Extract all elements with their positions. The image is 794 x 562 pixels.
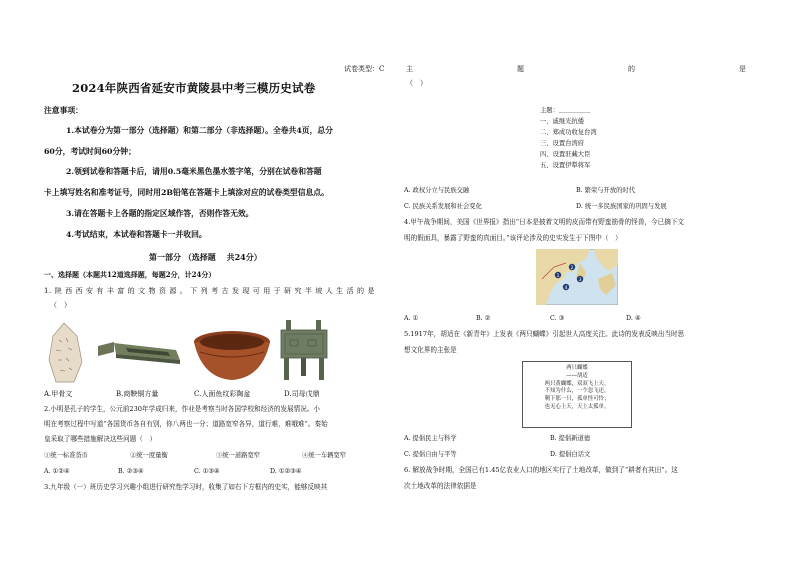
q2-option-d: D. ①②③④	[270, 468, 302, 475]
q2-choice: ③统一道路宽窄	[216, 452, 261, 459]
q3-stem-cont	[406, 64, 746, 74]
q4-stem: 4.甲午战争期间，美国《世界报》指出“日本是披着文明的皮而带有野蛮筋骨的怪兽，今已摘下文	[404, 218, 685, 226]
poem-line: 也无心上天，天上太孤单。	[544, 404, 610, 411]
q4-option-b: B. ②	[476, 315, 491, 322]
q5-option-a: A. 提倡民主与科学	[404, 435, 457, 442]
notice-line: 1.本试卷分为第一部分（选择题）和第二部分（非选择题）。全卷共4页，总分	[66, 126, 333, 135]
q2-stem: 皇采取了哪些措施解决这些问题（ ）	[44, 435, 157, 443]
map-marker-4: 4	[564, 285, 568, 291]
oracle-bone-image	[44, 322, 86, 384]
poem-title: 两只蝴蝶	[566, 365, 588, 371]
section-heading: 一、选择题（本题共12道选择题，每题2分，计24分）	[44, 270, 216, 279]
paper-type: 试卷类型：C	[344, 65, 385, 73]
q5-stem: 5.1917年，胡适在《新青年》上发表《两只蝴蝶》引起世人高度关注。此诗的发表反映出当时思	[404, 330, 685, 338]
painted-pottery-basin-image	[192, 328, 272, 384]
q4-option-c: C. ③	[550, 315, 565, 322]
q1-option-a: A.甲骨文	[44, 390, 73, 398]
map-marker-3: 3	[578, 277, 582, 283]
q3-box-item: 三、设置台湾府	[540, 140, 585, 147]
q4-stem: 明的假面具，暴露了野蛮的真面目。”该评论涉及的史实发生于下图中（ ）	[404, 234, 622, 242]
map-marker-2: 2	[570, 265, 574, 271]
q2-stem: 2.小明是孔子的学生，公元前230年学成归来，作业是考察当时各国学校和经济的发展情况。小	[44, 405, 321, 413]
q4-option-d: D. ④	[626, 315, 641, 322]
q3-word: 题	[517, 65, 524, 73]
q2-option-c: C. ①③④	[194, 468, 220, 475]
q2-choice: ②统一度量衡	[130, 452, 168, 459]
q3-box-item: 二、郑成功收复台湾	[540, 129, 597, 136]
q3-option-c: C. 民族关系发展和社会变化	[404, 203, 482, 210]
poem-line: 不知为什么，一个忽飞还，	[544, 388, 610, 395]
q3-paren: （ ）	[406, 79, 427, 87]
q4-option-a: A. ①	[404, 315, 419, 322]
notice-heading: 注意事项：	[44, 106, 83, 115]
bronze-measure-image	[96, 340, 184, 368]
q1-option-c: C.人面鱼纹彩陶盆	[194, 390, 251, 398]
exam-title: 2024年陕西省延安市黄陵县中考三模历史试卷	[72, 81, 316, 95]
q1-option-b: B.商鞅铜方量	[116, 390, 159, 398]
q3-stem: 3.九年级（一）班历史学习兴趣小组进行研究性学习时，收集了如右下方框内的史实，能够反映其	[44, 483, 328, 491]
notice-line: 卡上填写姓名和准考证号，同时用2B铅笔在答题卡上填涂对应的试卷类型信息点。	[44, 188, 329, 197]
poem-author: ——胡适	[566, 372, 588, 379]
q3-option-d: D. 统一多民族国家的巩固与发展	[576, 203, 667, 210]
part1-title: 第一部分 （选择题 共24分）	[149, 252, 262, 262]
poem-line: 剩下那一只，孤单怪可怜；	[544, 396, 610, 403]
q3-option-b: B. 繁荣与开放的时代	[576, 187, 636, 194]
q3-option-a: A. 政权分立与民族交融	[404, 187, 470, 194]
q5-stem: 想文化界的主张是	[404, 346, 457, 354]
notice-line: 3.请在答题卡上各题的指定区域作答，否则作答无效。	[66, 209, 254, 218]
q3-box-title: 主题：＿＿＿＿＿	[540, 107, 591, 114]
q5-option-b: B. 提倡新道德	[550, 435, 591, 442]
q1-option-d: D.司母戊鼎	[284, 390, 320, 398]
q2-choice: ①统一标准货币	[44, 452, 89, 459]
q2-option-b: B. ②③④	[118, 468, 144, 475]
q5-option-c: C. 提倡自由与平等	[404, 451, 457, 458]
q2-option-a: A. ①②④	[44, 468, 70, 475]
battle-map	[536, 249, 618, 305]
q6-stem: 次土地改革的法律依据是	[404, 482, 477, 490]
q2-choice: ④统一车辆宽窄	[302, 452, 347, 459]
q3-box-item: 四、设置驻藏大臣	[540, 151, 591, 158]
bronze-ding-image	[276, 318, 332, 384]
notice-line: 60分，考试时间60分钟；	[44, 147, 136, 156]
q1-stem: 1. 陕 西 西 安 有 丰 富 的 文 物 资 源 。 下 列 考 古 发 现 可 用 于 研 究 半 坡 人 生 活 的 是	[44, 287, 376, 295]
notice-line: 2.领到试卷和答题卡后，请用0.5毫米黑色墨水签字笔，分别在试卷和答题	[66, 167, 322, 176]
q3-word: 主	[406, 65, 413, 73]
q3-box-item: 一、戚继光抗倭	[540, 118, 585, 125]
poem-line: 两只黄蝴蝶，双双飞上天。	[544, 380, 610, 387]
q3-word: 的	[628, 65, 635, 73]
q3-word: 是	[739, 65, 746, 73]
q6-stem: 6. 解放战争时期，全国已有1.45亿农业人口的地区实行了土地改革，做到了“耕者有其田”。这	[404, 466, 678, 474]
q5-option-d: D. 提倡白话文	[550, 451, 591, 458]
q1-paren: （ ）	[50, 301, 71, 309]
q2-stem: 明在考察过程中写道“各国货币各自有别，你八两也一分；道路宽窄各异，道行难，难哦难”。秦始	[44, 420, 328, 428]
notice-line: 4.考试结束，本试卷和答题卡一并收回。	[66, 230, 207, 239]
q3-box-item: 五、设置伊犁将军	[540, 162, 591, 169]
map-marker-1: 1	[556, 273, 560, 279]
poem-box	[522, 361, 632, 428]
